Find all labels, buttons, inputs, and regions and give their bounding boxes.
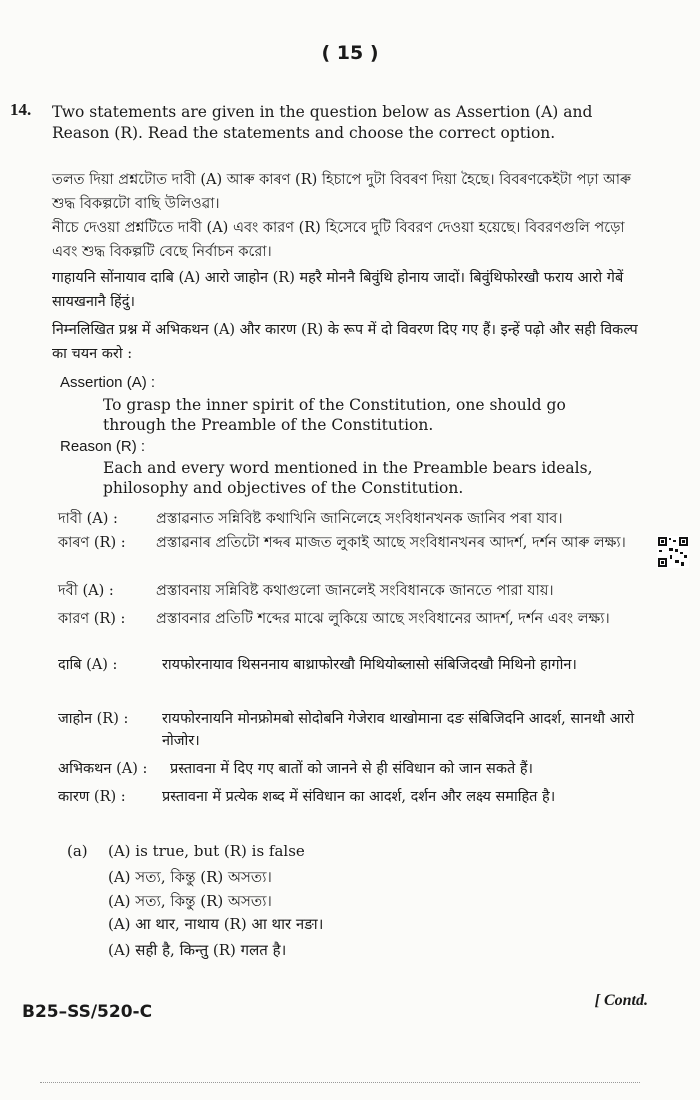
question-prompt-bodo: गाहायनि सोंनायाव दाबि (A) आरो जाहोन (R) महरै मोननै बिवुंथि होनाय जादों। बिवुंथिफोरखौ फराय आरो गेबें सायखनानै हिंदुं। — [52, 270, 624, 310]
question-prompt-english: Two statements are given in the question below as Assertion (A) and Reason (R). Read the statements and choose the correct option. — [52, 103, 593, 142]
assamese-reason-text: প্ৰস্তাৱনাৰ প্ৰতিটো শব্দৰ মাজত লুকাই আছে সংবিধানখনৰ আদৰ্শ, দৰ্শন আৰু লক্ষ্য। — [156, 535, 626, 551]
option-a-letter: (a) — [67, 842, 88, 860]
assertion-label: Assertion (A) : — [60, 374, 156, 391]
reason-text: Each and every word mentioned in the Preamble bears ideals, philosophy and objectives of the Constitution. — [103, 459, 593, 497]
bodo-reason-text: रायफोरनायनि मोनफ्रोमबो सोदोबनि गेजेराव थाखोमाना दङ संबिजिदनि आदर्श, सानथौ आरो नोजोर। — [162, 711, 635, 749]
assertion-text: To grasp the inner spirit of the Constitution, one should go through the Preamble of the Constitution. — [103, 396, 566, 434]
reason-label: Reason (R) : — [60, 438, 146, 455]
option-a-assamese: (A) সত্য, কিন্তু (R) অসত্য। — [108, 868, 272, 886]
bodo-reason-label: जाहोन (R) : — [58, 711, 129, 727]
bodo-assertion-label: दाबि (A) : — [58, 657, 118, 673]
bengali-assertion-text: প্রস্তাবনায় সন্নিবিষ্ট কথাগুলো জানলেই সংবিধানকে জানতে পারা যায়। — [156, 583, 554, 599]
assamese-reason-label: কাৰণ (R) : — [58, 535, 126, 551]
bengali-reason-text: প্রস্তাবনার প্রতিটি শব্দের মাঝে লুকিয়ে আছে সংবিধানের আদর্শ, দর্শন এবং লক্ষ্য। — [156, 611, 610, 627]
assamese-assertion-text: প্ৰস্তাৱনাত সন্নিবিষ্ট কথাখিনি জানিলেহে সংবিধানখনক জানিব পৰা যাব। — [156, 511, 563, 527]
option-a-bengali: (A) সত্য, কিন্তু (R) অসত্য। — [108, 892, 272, 910]
bengali-assertion-label: দবী (A) : — [58, 583, 114, 599]
option-a-hindi: (A) सही है, किन्तु (R) गलत है। — [108, 941, 287, 959]
hindi-assertion-label: अभिकथन (A) : — [58, 761, 148, 777]
question-prompt-bengali: নীচে দেওয়া প্রশ্নটিতে দাবী (A) এবং কারণ (R) হিসেবে দুটি বিবরণ দেওয়া হয়েছে। বিবরণগুলি পড়ো এবং শুদ্ধ বিকল্পটি বেছে নির্বাচন করো। — [52, 220, 625, 260]
qr-code-icon — [657, 536, 689, 568]
bodo-assertion-text: रायफोरनायाव थिसननाय बाथ्राफोरखौ मिथियोब्लासो संबिजिदखौ मिथिनो हागोन। — [162, 657, 577, 673]
hindi-reason-label: कारण (R) : — [58, 789, 126, 805]
question-number: 14. — [10, 100, 32, 119]
page-number: ( 15 ) — [321, 42, 379, 64]
paper-code: B25–SS/520-C — [22, 1002, 153, 1022]
continued-marker: [ Contd. — [594, 992, 648, 1009]
hindi-reason-text: प्रस्तावना में प्रत्येक शब्द में संविधान का आदर्श, दर्शन और लक्ष्य समाहित है। — [162, 789, 556, 805]
question-prompt-assamese: তলত দিয়া প্ৰশ্নটোত দাবী (A) আৰু কাৰণ (R) হিচাপে দুটা বিবৰণ দিয়া হৈছে। বিবৰণকেইটা পঢ়া আৰু শুদ্ধ বিকল্পটো বাছি উলিওৱা। — [52, 172, 631, 212]
bengali-reason-label: কারণ (R) : — [58, 611, 126, 627]
question-prompt-hindi: निम्नलिखित प्रश्न में अभिकथन (A) और कारण (R) के रूप में दो विवरण दिए गए हैं। इन्हें पढ़ो और सही विकल्प का चयन करो : — [52, 322, 638, 362]
option-a-english: (A) is true, but (R) is false — [108, 842, 305, 860]
assamese-assertion-label: দাবী (A) : — [58, 511, 118, 527]
hindi-assertion-text: प्रस्तावना में दिए गए बातों को जानने से ही संविधान को जान सकते हैं। — [170, 761, 534, 777]
option-a-bodo: (A) आ थार, नाथाय (R) आ थार नङा। — [108, 915, 324, 933]
bottom-divider — [40, 1082, 640, 1083]
